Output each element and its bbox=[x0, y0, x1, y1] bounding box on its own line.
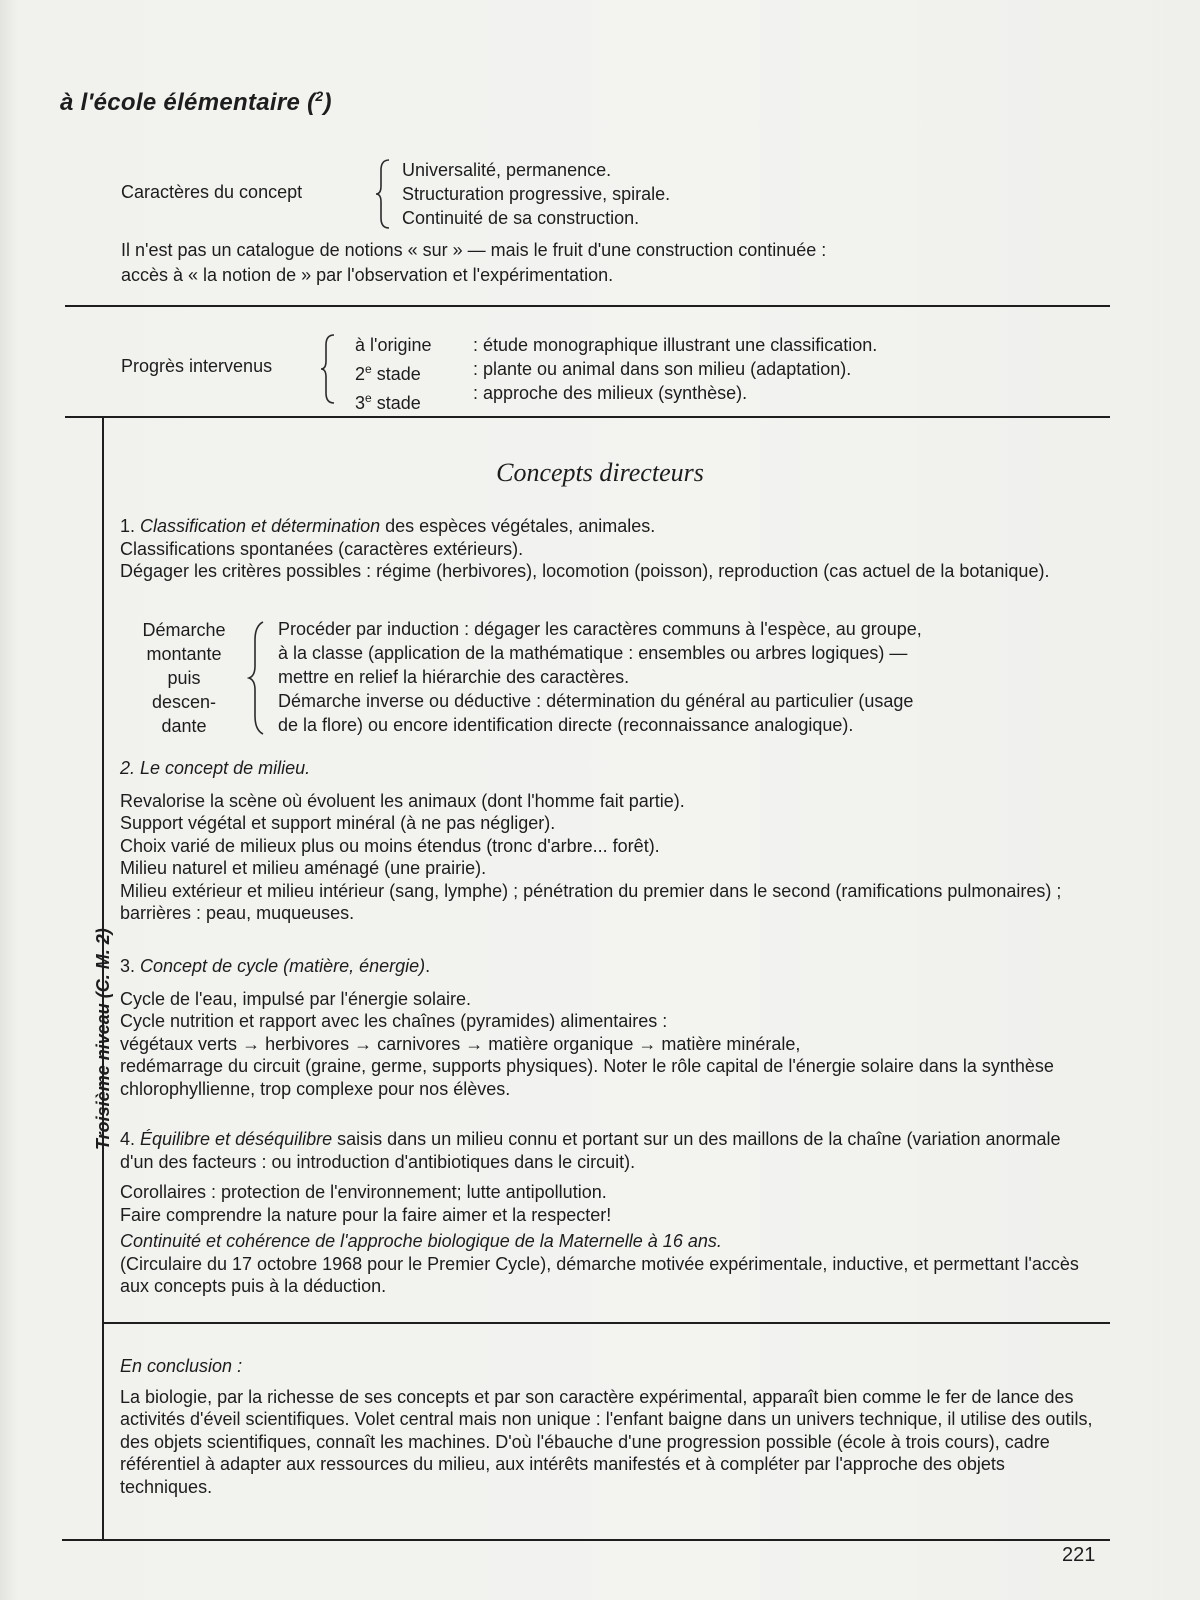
paragraph-line: redémarrage du circuit (graine, germe, supports physiques). Noter le rôle capital de l'énergie solaire dans la synthèse chlorophyllienne, trop complexe pour nos élèves. bbox=[120, 1056, 1054, 1099]
divider bbox=[102, 1322, 1110, 1324]
concept-characters-list bbox=[402, 158, 670, 230]
concepts-title: Concepts directeurs bbox=[496, 458, 704, 487]
section-heading: 1. Classification et détermination des espèces végétales, animales. bbox=[120, 516, 656, 536]
progress-stages bbox=[355, 333, 475, 415]
side-label-level: Troisième niveau (C. M. 2) bbox=[93, 928, 113, 1150]
arrow-icon: → bbox=[465, 1033, 484, 1054]
page-title-end: ) bbox=[323, 89, 332, 116]
section-heading: 2. Le concept de milieu. bbox=[120, 758, 311, 778]
arrow-icon: → bbox=[354, 1033, 373, 1054]
progress-stage: 2e stade bbox=[355, 362, 421, 384]
food-chain: végétaux verts → herbivores → carnivores → matière organique → matière minérale, bbox=[120, 1033, 801, 1054]
conclusion-heading: En conclusion : bbox=[120, 1356, 243, 1376]
paragraph-line: Support végétal et support minéral (à ne pas négliger). bbox=[120, 813, 556, 833]
progress-label: Progrès intervenus bbox=[121, 356, 273, 376]
list-item: Continuité de sa construction. bbox=[402, 208, 640, 228]
paragraph-line: Classifications spontanées (caractères extérieurs). bbox=[120, 538, 524, 559]
paragraph-line: Continuité et cohérence de l'approche biologique de la Maternelle à 16 ans. bbox=[120, 1231, 722, 1251]
paragraph-line: Milieu naturel et milieu aménagé (une prairie). bbox=[120, 858, 487, 878]
progress-stage: 3e stade bbox=[355, 391, 421, 413]
paragraph-line: Cycle nutrition et rapport avec les chaînes (pyramides) alimentaires : bbox=[120, 1011, 668, 1031]
page-title bbox=[60, 88, 332, 117]
intro-line: accès à « la notion de » par l'observation et l'expérimentation. bbox=[121, 265, 614, 285]
progress-text: : étude monographique illustrant une classification. bbox=[473, 335, 878, 355]
divider bbox=[62, 1539, 1110, 1541]
brace-icon bbox=[320, 333, 338, 405]
demarche-label: Démarche montante puis descen- dante bbox=[142, 620, 226, 736]
paragraph-line: Faire comprendre la nature pour la faire aimer et la respecter! bbox=[120, 1204, 612, 1225]
page-title-footnote: 2 bbox=[315, 88, 324, 104]
page-number: 221 bbox=[1062, 1544, 1096, 1566]
paragraph-line: Revalorise la scène où évoluent les animaux (dont l'homme fait partie). bbox=[120, 790, 685, 811]
list-item: Structuration progressive, spirale. bbox=[402, 184, 671, 204]
section-conclusion bbox=[120, 1355, 1095, 1498]
paragraph-line: Corollaires : protection de l'environnement; lutte antipollution. bbox=[120, 1182, 607, 1202]
page-title-text: à l'école élémentaire ( bbox=[60, 89, 316, 116]
brace-icon bbox=[247, 620, 271, 736]
brace-icon bbox=[375, 158, 393, 230]
progress-text: : approche des milieux (synthèse). bbox=[473, 383, 748, 403]
paragraph-line: Cycle de l'eau, impulsé par l'énergie solaire. bbox=[120, 988, 472, 1009]
section-equilibre bbox=[120, 1128, 1095, 1298]
progress-stage: à l'origine bbox=[355, 335, 432, 355]
section-classification bbox=[120, 515, 1095, 583]
paragraph-line: Choix varié de milieux plus ou moins étendus (tronc d'arbre... forêt). bbox=[120, 835, 660, 856]
section-heading: 4. Équilibre et déséquilibre saisis dans un milieu connu et portant sur un des maillons de la chaîne (variation anormale d'un des facteurs : ou introduction d'antibiotiques dans le circuit). bbox=[120, 1129, 1061, 1172]
progress-text: : plante ou animal dans son milieu (adaptation). bbox=[473, 359, 852, 379]
intro-line: Il n'est pas un catalogue de notions « sur » — mais le fruit d'une construction continuée : bbox=[121, 240, 827, 260]
section-milieu bbox=[120, 757, 1095, 925]
section-heading: 3. Concept de cycle (matière, énergie). bbox=[120, 956, 431, 976]
intro-paragraph bbox=[121, 238, 826, 288]
arrow-icon: → bbox=[242, 1033, 261, 1054]
divider bbox=[65, 416, 1110, 418]
progress-descriptions bbox=[473, 333, 877, 405]
list-item: Universalité, permanence. bbox=[402, 160, 612, 180]
arrow-icon: → bbox=[638, 1033, 657, 1054]
paragraph-line: Milieu extérieur et milieu intérieur (sang, lymphe) ; pénétration du premier dans le second (ramifications pulmonaires) ; barrières : peau, muqueuses. bbox=[120, 880, 1062, 923]
paragraph-line: Dégager les critères possibles : régime (herbivores), locomotion (poisson), reproduction (cas actuel de la botanique). bbox=[120, 561, 1050, 581]
demarche-description: Procéder par induction : dégager les caractères communs à l'espèce, au groupe, à la classe (application de la mathématique : ensembles ou arbres logiques) — mettre en relief la hiérarchie des caractères. Démarche inverse ou déductive : détermination du général au particulier (usage de la flore) ou encore identification directe (reconnaissance analogique). bbox=[278, 619, 922, 735]
divider bbox=[65, 305, 1110, 307]
conclusion-text: La biologie, par la richesse de ses concepts et par son caractère expérimental, apparaît bien comme le fer de lance des activités d'éveil scientifiques. Volet central mais non unique : l'enfant baigne dans un univers technique, il utilise des outils, des objets scientifiques, connaît les machines. D'où l'ébauche d'une progression possible (école à trois cours), cadre référentiel à adapter aux ressources du milieu, aux intérêts manifestés et à compléter par l'approche des objets techniques. bbox=[120, 1386, 1093, 1497]
paragraph-line: (Circulaire du 17 octobre 1968 pour le Premier Cycle), démarche motivée expérimentale, inductive, et permettant l'accès aux concepts puis à la déduction. bbox=[120, 1253, 1079, 1296]
concept-characters-label: Caractères du concept bbox=[121, 182, 303, 202]
section-cycle bbox=[120, 955, 1095, 1100]
